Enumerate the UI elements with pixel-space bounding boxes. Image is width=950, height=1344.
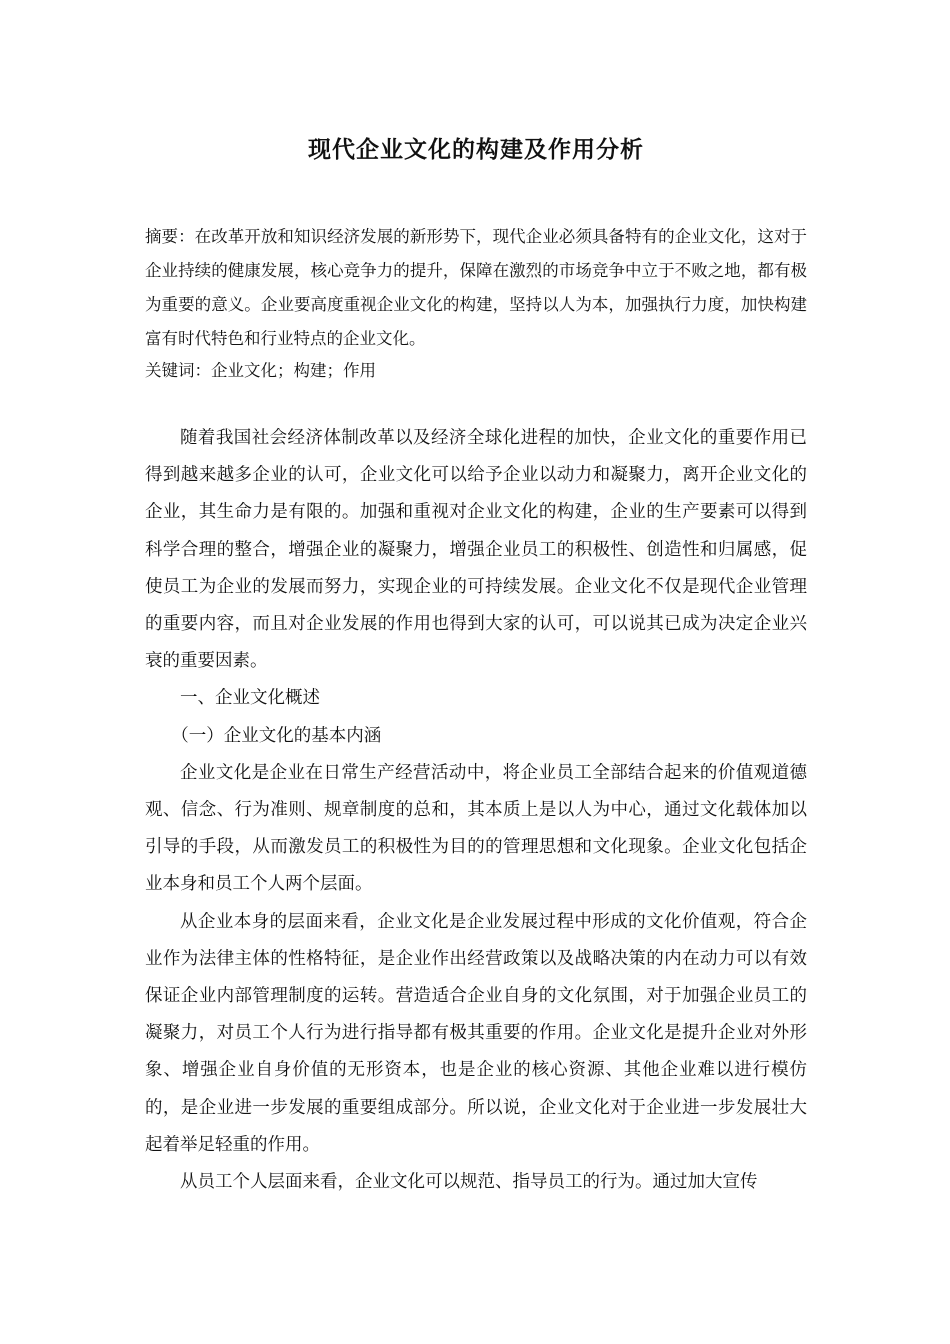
subsection-heading: （一）企业文化的基本内涵 bbox=[171, 725, 382, 746]
keywords-line: 关键词：企业文化；构建；作用 bbox=[145, 361, 376, 380]
abstract-section bbox=[145, 220, 807, 386]
body-paragraph: 从企业本身的层面来看，企业文化是企业发展过程中形成的文化价值观，符合企业作为法律主体的性格特征，是企业作出经营政策以及战略决策的内在动力可以有效保证企业内部管理制度的运转。营造适合企业自身的文化氛围，对于加强企业员工的凝聚力，对员工个人行为进行指导都有极其重要的作用。企业文化是提升企业对外形象、增强企业自身价值的无形资本，也是企业的核心资源、其他企业难以进行模仿的，是企业进一步发展的重要组成部分。所以说，企业文化对于企业进一步发展壮大起着举足轻重的作用。 bbox=[145, 911, 807, 1155]
document-title: 现代企业文化的构建及作用分析 bbox=[308, 137, 644, 163]
section-heading: 一、企业文化概述 bbox=[180, 688, 320, 709]
body-paragraph: 企业文化是企业在日常生产经营活动中，将企业员工全部结合起来的价值观道德观、信念、行为准则、规章制度的总和，其本质上是以人为中心，通过文化载体加以引导的手段，从而激发员工的积极性为目的的管理思想和文化现象。企业文化包括企业本身和员工个人两个层面。 bbox=[145, 762, 807, 895]
abstract-text: 摘要：在改革开放和知识经济发展的新形势下，现代企业必须具备特有的企业文化，这对于企业持续的健康发展，核心竞争力的提升，保障在激烈的市场竞争中立于不败之地，都有极为重要的意义。企业要高度重视企业文化的构建，坚持以人为本，加强执行力度，加快构建富有时代特色和行业特点的企业文化。 bbox=[145, 227, 807, 348]
body-paragraph: 从员工个人层面来看，企业文化可以规范、指导员工的行为。通过加大宣传 bbox=[180, 1172, 758, 1193]
body-section bbox=[145, 420, 807, 1201]
document-page bbox=[145, 118, 807, 1201]
intro-paragraph: 随着我国社会经济体制改革以及经济全球化进程的加快，企业文化的重要作用已得到越来越多企业的认可，企业文化可以给予企业以动力和凝聚力，离开企业文化的企业，其生命力是有限的。加强和重视对企业文化的构建，企业的生产要素可以得到科学合理的整合，增强企业的凝聚力，增强企业员工的积极性、创造性和归属感，促使员工为企业的发展而努力，实现企业的可持续发展。企业文化不仅是现代企业管理的重要内容，而且对企业发展的作用也得到大家的认可，可以说其已成为决定企业兴衰的重要因素。 bbox=[145, 428, 807, 672]
